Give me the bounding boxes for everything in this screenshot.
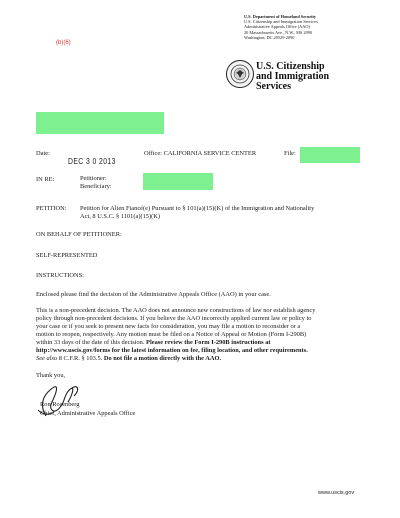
paragraph-line: policy through non-precedent decisions. If you believe the AAO incorrectly applied current law or policy to — [36, 315, 312, 322]
paragraph-span: within 33 days of the date of this decision. — [36, 339, 147, 346]
in-re-label: IN RE: — [36, 176, 55, 183]
date-label: Date: — [36, 150, 50, 157]
office-label: Office: CALIFORNIA SERVICE CENTER — [144, 150, 257, 157]
paragraph-span: 8 C.F.R. § 103.5. — [57, 355, 104, 362]
paragraph-line — [36, 339, 381, 347]
petition-label: PETITION: — [36, 205, 67, 212]
paragraph-bold: Please review the Form I-290B instructions at — [146, 339, 271, 346]
notice-paragraph — [36, 307, 381, 363]
dept-name: U.S. Department of Homeland Security — [244, 14, 317, 19]
signer-title: Chief, Administrative Appeals Office — [40, 410, 136, 417]
paragraph-line: your case or if you seek to present new facts for consideration, you may file a motion to reconsider or a — [36, 323, 301, 330]
petition-line: Act, 8 U.S.C. § 1101(a)(15)(K) — [80, 213, 160, 220]
redaction-code: (b)(6) — [56, 40, 71, 46]
letterhead-address — [244, 14, 394, 40]
redaction-box — [36, 112, 164, 134]
office-line: Administrative Appeals Office (AAO) — [244, 24, 310, 30]
date-stamp: DEC 3 0 2013 — [68, 157, 116, 166]
agency-name — [256, 62, 329, 92]
petitioner-label: Petitioner: — [80, 175, 107, 182]
forms-url-line[interactable]: http://www.uscis.gov/forms for the latest information on fee, filing location, and other requirements. — [36, 347, 308, 354]
behalf-label: ON BEHALF OF PETITIONER: — [36, 231, 122, 238]
signer-name: Ron Rosenberg — [40, 401, 80, 408]
enclosed-text: Enclosed please find the decision of the Administrative Appeals Office (AAO) in your case. — [36, 291, 271, 298]
office-line: 20 Massachusetts Ave., N.W., MS 2090 — [244, 29, 313, 35]
agency-line: Services — [256, 81, 291, 92]
dhs-seal-icon — [226, 60, 254, 88]
self-represented: SELF-REPRESENTED — [36, 252, 98, 259]
agency-line: U.S. Citizenship — [256, 61, 325, 72]
paragraph-bold: Do not file a motion directly with the AAO. — [103, 355, 222, 362]
agency-line: and Immigration — [256, 71, 330, 82]
file-label: File: — [284, 150, 296, 157]
redaction-box — [143, 173, 213, 190]
footer-url[interactable]: www.uscis.gov — [318, 490, 355, 496]
redaction-box — [300, 147, 360, 163]
paragraph-line — [36, 355, 381, 363]
paragraph-line: This is a non-precedent decision. The AAO does not announce new constructions of law nor establish agency — [36, 307, 316, 314]
closing-text: Thank you, — [36, 372, 66, 379]
beneficiary-label: Beneficiary: — [80, 183, 112, 190]
paragraph-italic: See also — [36, 355, 58, 362]
office-line: U.S. Citizenship and Immigration Services — [244, 19, 318, 25]
petition-line: Petition for Alien Fiancé(e) Pursuant to § 101(a)(15)(K) of the Immigration and Nationality — [80, 205, 315, 212]
instructions-label: INSTRUCTIONS: — [36, 272, 84, 279]
paragraph-line: motion to reopen, respectively. Any motion must be filed on a Notice of Appeal or Motion (Form I-290B) — [36, 331, 307, 338]
petition-text — [80, 205, 380, 221]
office-line: Washington, DC 20529-2090 — [244, 34, 295, 40]
